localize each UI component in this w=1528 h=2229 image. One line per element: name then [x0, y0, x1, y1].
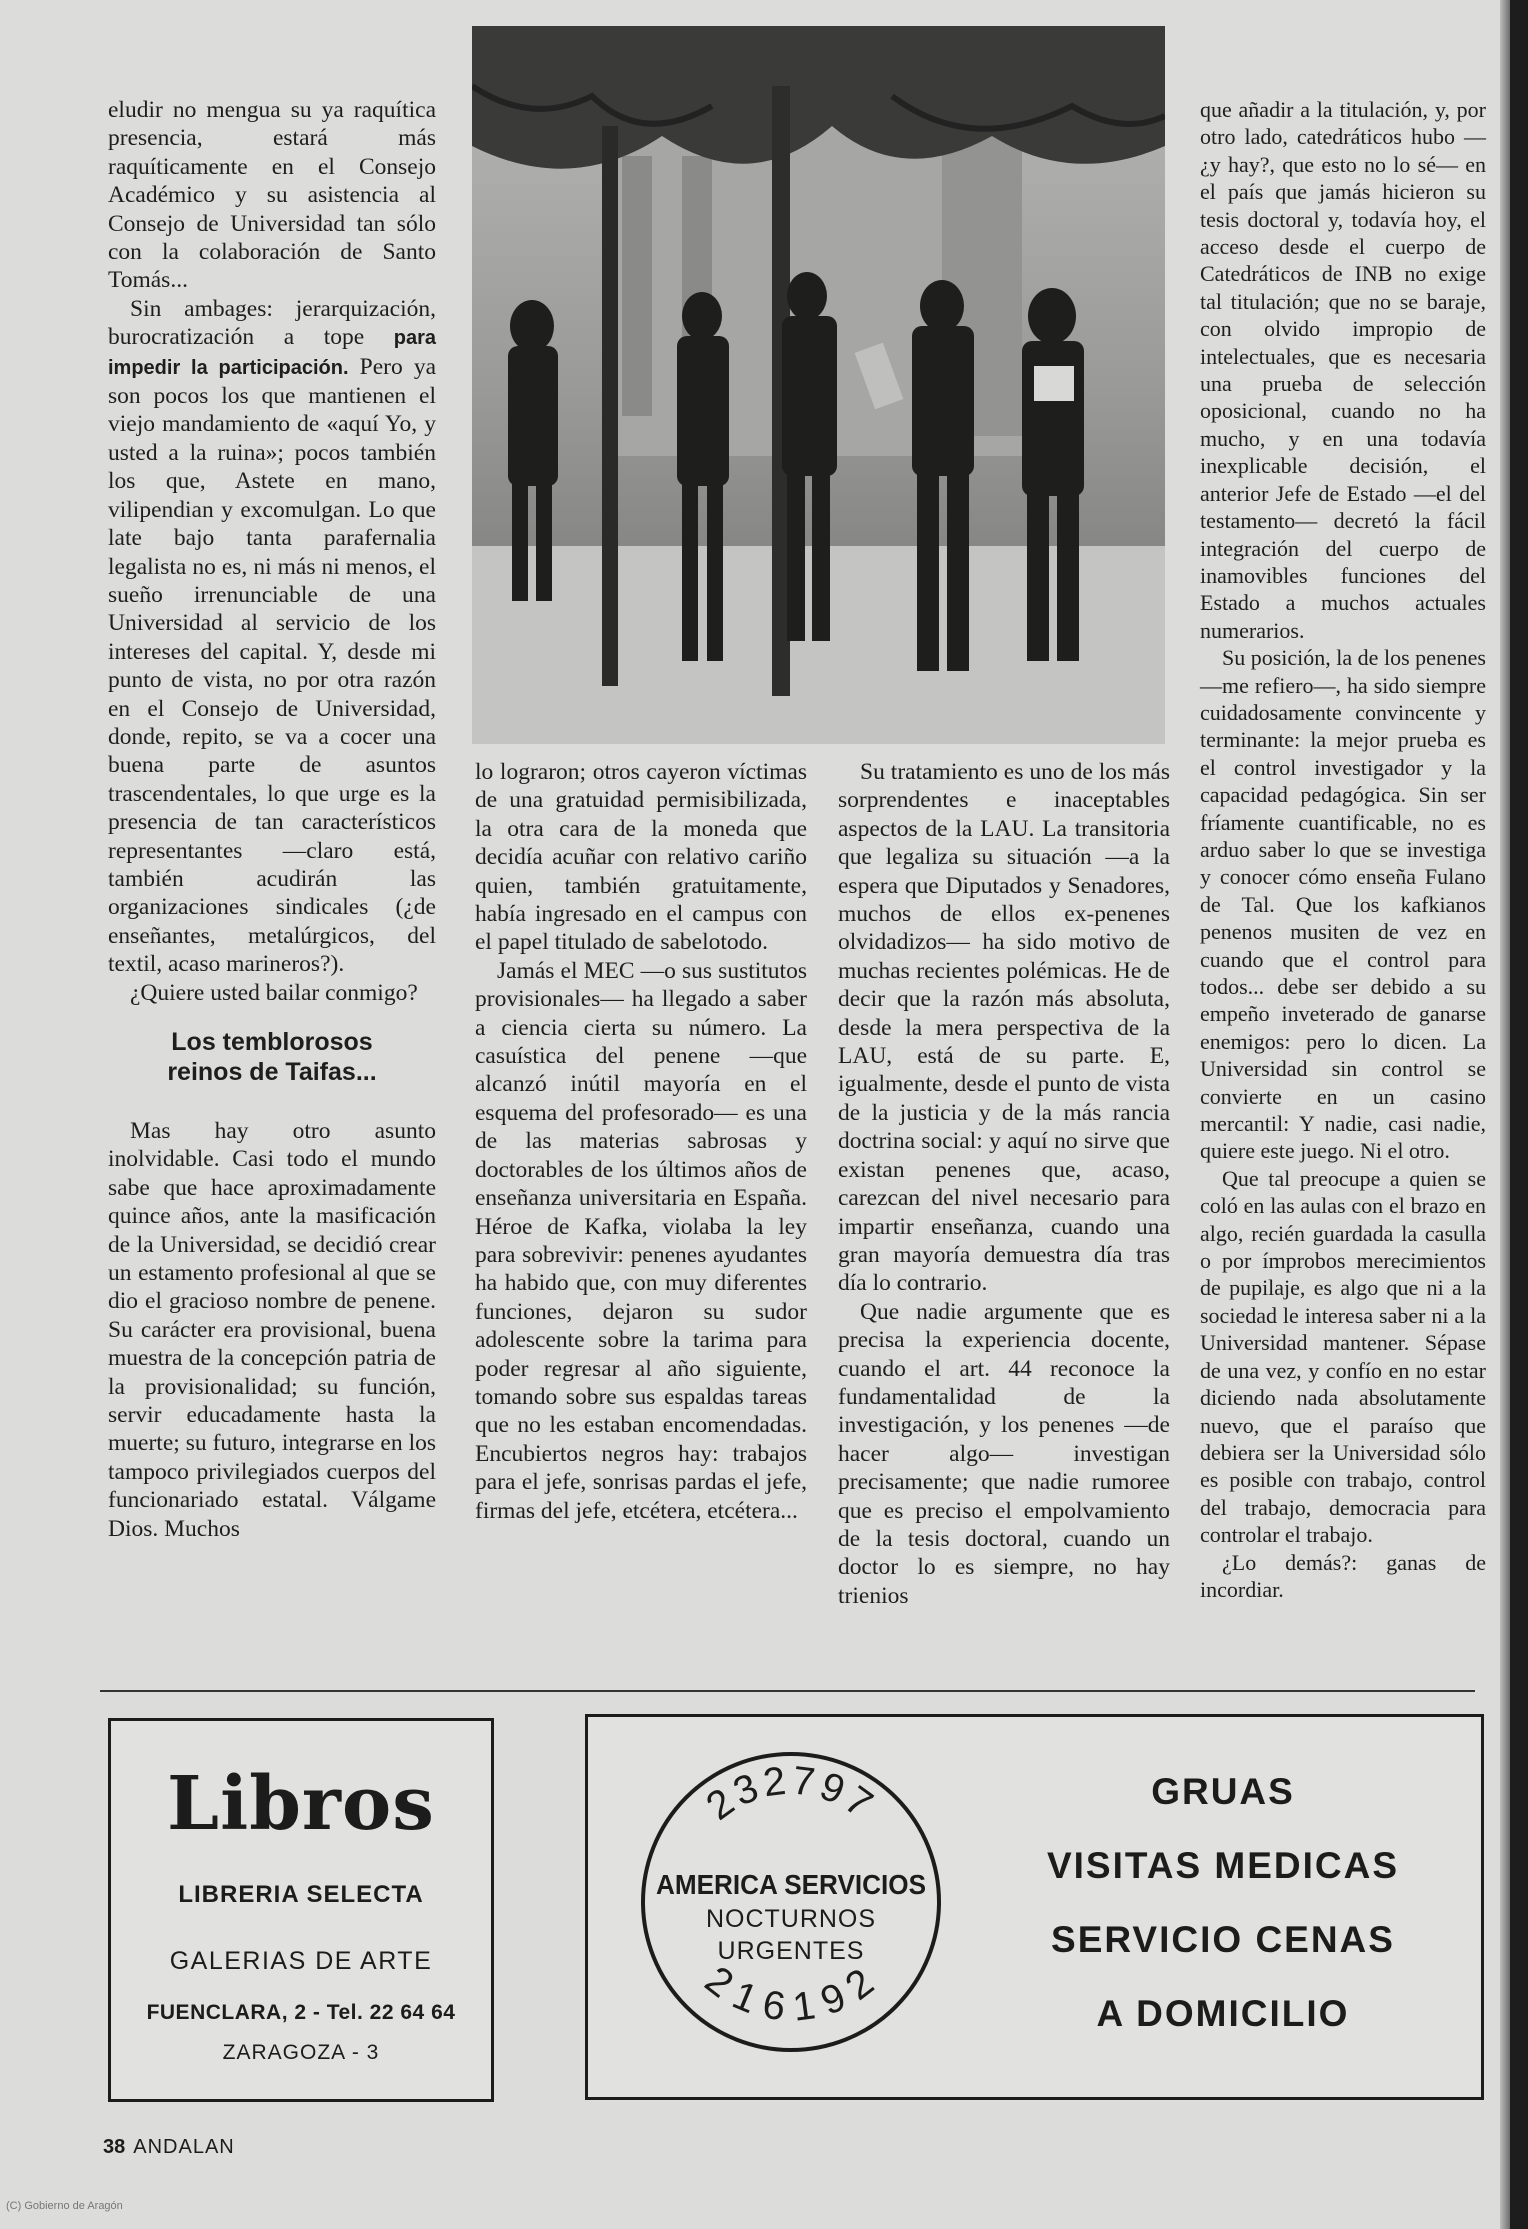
service-item: A DOMICILIO: [1096, 1993, 1350, 2034]
paragraph: Su tratamiento es uno de los más sorprendentes e inaceptables aspectos de la LAU. La transitoria que legaliza su situación —a la espera que Diputados y Senadores, muchos de ellos ex-penenes olvidadizos— ha sido motivo de muchas recientes polémicas. He de decir que la razón más absoluta, desde la mera perspectiva de la LAU, está de su parte. E, igualmente, desde el punto de vista de la justicia y de la más rancia doctrina social: y aquí no sirve que existan penenes que, acaso, carezcan del nivel necesario para impartir enseñanza, cuando una gran mayoría demuestra día tras día lo contrario.: [838, 759, 1170, 1297]
paragraph: Que nadie argumente que es precisa la experiencia docente, cuando el art. 44 reconoce la fundamentalidad de la investigación, y los penenes —de hacer algo— investigan precisamente; que nadie rumoree que es preciso el empolvamiento de la tesis doctoral, cuando un doctor lo es siempre, no hay trienios: [838, 1298, 1170, 1609]
paragraph: Su posición, la de los penenes —me refiero—, ha sido siempre cuidadosamente convincente y terminante: la mejor prueba es el control investigador y la capacidad pedagógica. Sin ser fríamente cuantificable, no es arduo saber lo que se investiga y conocer cómo enseña Fulano de Tal. Que los kafkianos penenos musiten de vez en cuando que el control para todos... debe ser debido a su empeño inveterado de ganarse enemigos: pero lo dicen. La Universidad sin control se convierte en un casino mercantil: Y nadie, casi nadie, quiere este juego. Ni el otro.: [1200, 645, 1486, 1164]
ad-title: Libros: [167, 1761, 435, 1847]
article-column-3: [838, 758, 1170, 1610]
page-edge-shadow: [1500, 0, 1510, 2229]
services-list: [988, 1771, 1458, 2067]
libros-advertisement: [108, 1718, 494, 2102]
america-servicios-advertisement: [585, 1714, 1484, 2100]
paragraph: [108, 295, 436, 979]
paragraph: ¿Lo demás?: ganas de incordiar.: [1200, 1549, 1486, 1602]
stamp-name: AMERICA SERVICIOS: [656, 1869, 926, 1900]
paragraph: ¿Quiere usted bailar conmigo?: [130, 979, 418, 1006]
service-item: SERVICIO CENAS: [1051, 1919, 1395, 1960]
ad-city: ZARAGOZA - 3: [222, 2041, 380, 2064]
photo-image: [472, 26, 1165, 744]
paragraph: lo lograron; otros cayeron víctimas de una gratuidad permisibilizada, la otra cara de la moneda que decidía acuñar con relativo cariño quien, también gratuitamente, había ingresado en el campus con el papel titulado de sabelotodo.: [475, 759, 807, 956]
ad-gallery: GALERIAS DE ARTE: [169, 1947, 433, 1975]
magazine-name: ANDALAN: [133, 2136, 235, 2158]
ad-address: FUENCLARA, 2 - Tel. 22 64 64: [146, 2001, 456, 2024]
bold-phrase: para impedir la participación.: [108, 327, 436, 379]
page-number: 38: [103, 2136, 126, 2158]
section-subheading: [108, 1027, 436, 1087]
phone-stamp: [638, 1749, 944, 2055]
article-column-4: [1200, 96, 1486, 1603]
horizontal-divider: [100, 1690, 1475, 1692]
article-column-2: [475, 758, 807, 1525]
page-footer: [103, 2136, 235, 2159]
service-item: GRUAS: [1151, 1771, 1295, 1812]
stamp-line2: URGENTES: [717, 1937, 865, 1965]
copyright-note: (C) Gobierno de Aragón: [6, 2200, 123, 2212]
phone-bottom: 216192: [696, 1957, 886, 2030]
paragraph: Jamás el MEC —o sus sustitutos provisionales— ha llegado a saber a ciencia cierta su número. La casuística del penene —que alcanzó inútil mayoría en el esquema del profesorado— es una de las materias sabrosas y doctorables de los últimos años de enseñanza universitaria en España. Héroe de Kafka, violaba la ley para sobrevivir: penenes ayudantes ha habido que, con muy diferentes funciones, dejaron su sudor adolescente sobre la tarima para poder regresar al año siguiente, tomando sobre sus espaldas tareas que no les estaban encomendadas. Encubiertos negros hay: trabajos para el jefe, sonrisas pardas el jefe, firmas del jefe, etcétera, etcétera...: [475, 957, 807, 1524]
paragraph: que añadir a la titulación, y, por otro lado, catedráticos hubo —¿y hay?, que esto no lo sé— en el país que jamás hicieron su tesis doctoral y, todavía hoy, el acceso desde el cuerpo de Catedráticos de INB no exige tal titulación; que no se baraje, con olvido impropio de intelectuales, que es necesaria una prueba de selección oposicional, cuando no ha mucho, y en una todavía inexplicable decisión, el anterior Jefe de Estado —el del testamento— decretó la fácil integración del cuerpo de inamovibles funciones del Estado a muchos actuales numerarios.: [1200, 97, 1486, 643]
paragraph: Mas hay otro asunto inolvidable. Casi todo el mundo sabe que hace aproximadamente quince años, ante la masificación de la Universidad, se decidió crear un estamento profesional al que se dio el gracioso nombre de penene. Su carácter era provisional, buena muestra de la concepción patria de la provisionalidad; su función, servir educadamente hasta la muerte; su futuro, integrarse en los tampoco privilegiados cuerpos del funcionariado estatal. Válgame Dios. Muchos: [108, 1118, 436, 1542]
service-item: VISITAS MEDICAS: [1046, 1845, 1400, 1886]
stamp-line1: NOCTURNOS: [705, 1905, 877, 1933]
paragraph-text: Pero ya son pocos los que mantienen el viejo mandamiento de «aquí Yo, y usted a la ruina»; pocos también los que, Astete en mano, vilipendian y excomulgan. Lo que late bajo tanta parafernalia legalista no es, ni más ni menos, el sueño irrenunciable de una Universidad al servicio de los intereses del capital. Y, desde mi punto de vista, no por otra razón en el Consejo de Universidad, donde, repito, se va a cocer una buena parte de asuntos trascendentales, lo que urge es la presencia de tan característicos representantes —claro está, también acudirán las organizaciones sindicales (¿de enseñantes, metalúrgicos, del textil, acaso marineros?).: [108, 353, 436, 978]
phone-top: 232797: [698, 1758, 884, 1829]
paragraph: Que tal preocupe a quien se coló en las aulas con el brazo en algo, recién guardada la casulla o por ímprobos merecimientos de pupilaje, es algo que ni a la sociedad le interesa saber ni a la Universidad mantener. Sépase de una vez, y confío en no estar diciendo nada absolutamente nuevo, que el paraíso que debiera ser la Universidad sólo es posible con trabajo, control del trabajo, democracia para controlar el trabajo.: [1200, 1165, 1486, 1548]
subheading-line: Los temblorosos: [171, 1028, 373, 1056]
paragraph-text: Sin ambages: jerarquización, burocratización a tope: [108, 295, 436, 351]
page-edge: [1510, 0, 1528, 2229]
paragraph: eludir no mengua su ya raquítica presencia, estará más raquíticamente en el Consejo Académico y su asistencia al Consejo de Universidad tan sólo con la colaboración de Santo Tomás...: [108, 97, 436, 294]
article-column-1: [108, 96, 436, 1543]
subheading-line: reinos de Taifas...: [167, 1058, 377, 1086]
students-campus-photo: [472, 26, 1165, 744]
ad-subtitle: LIBRERIA SELECTA: [178, 1881, 424, 1908]
